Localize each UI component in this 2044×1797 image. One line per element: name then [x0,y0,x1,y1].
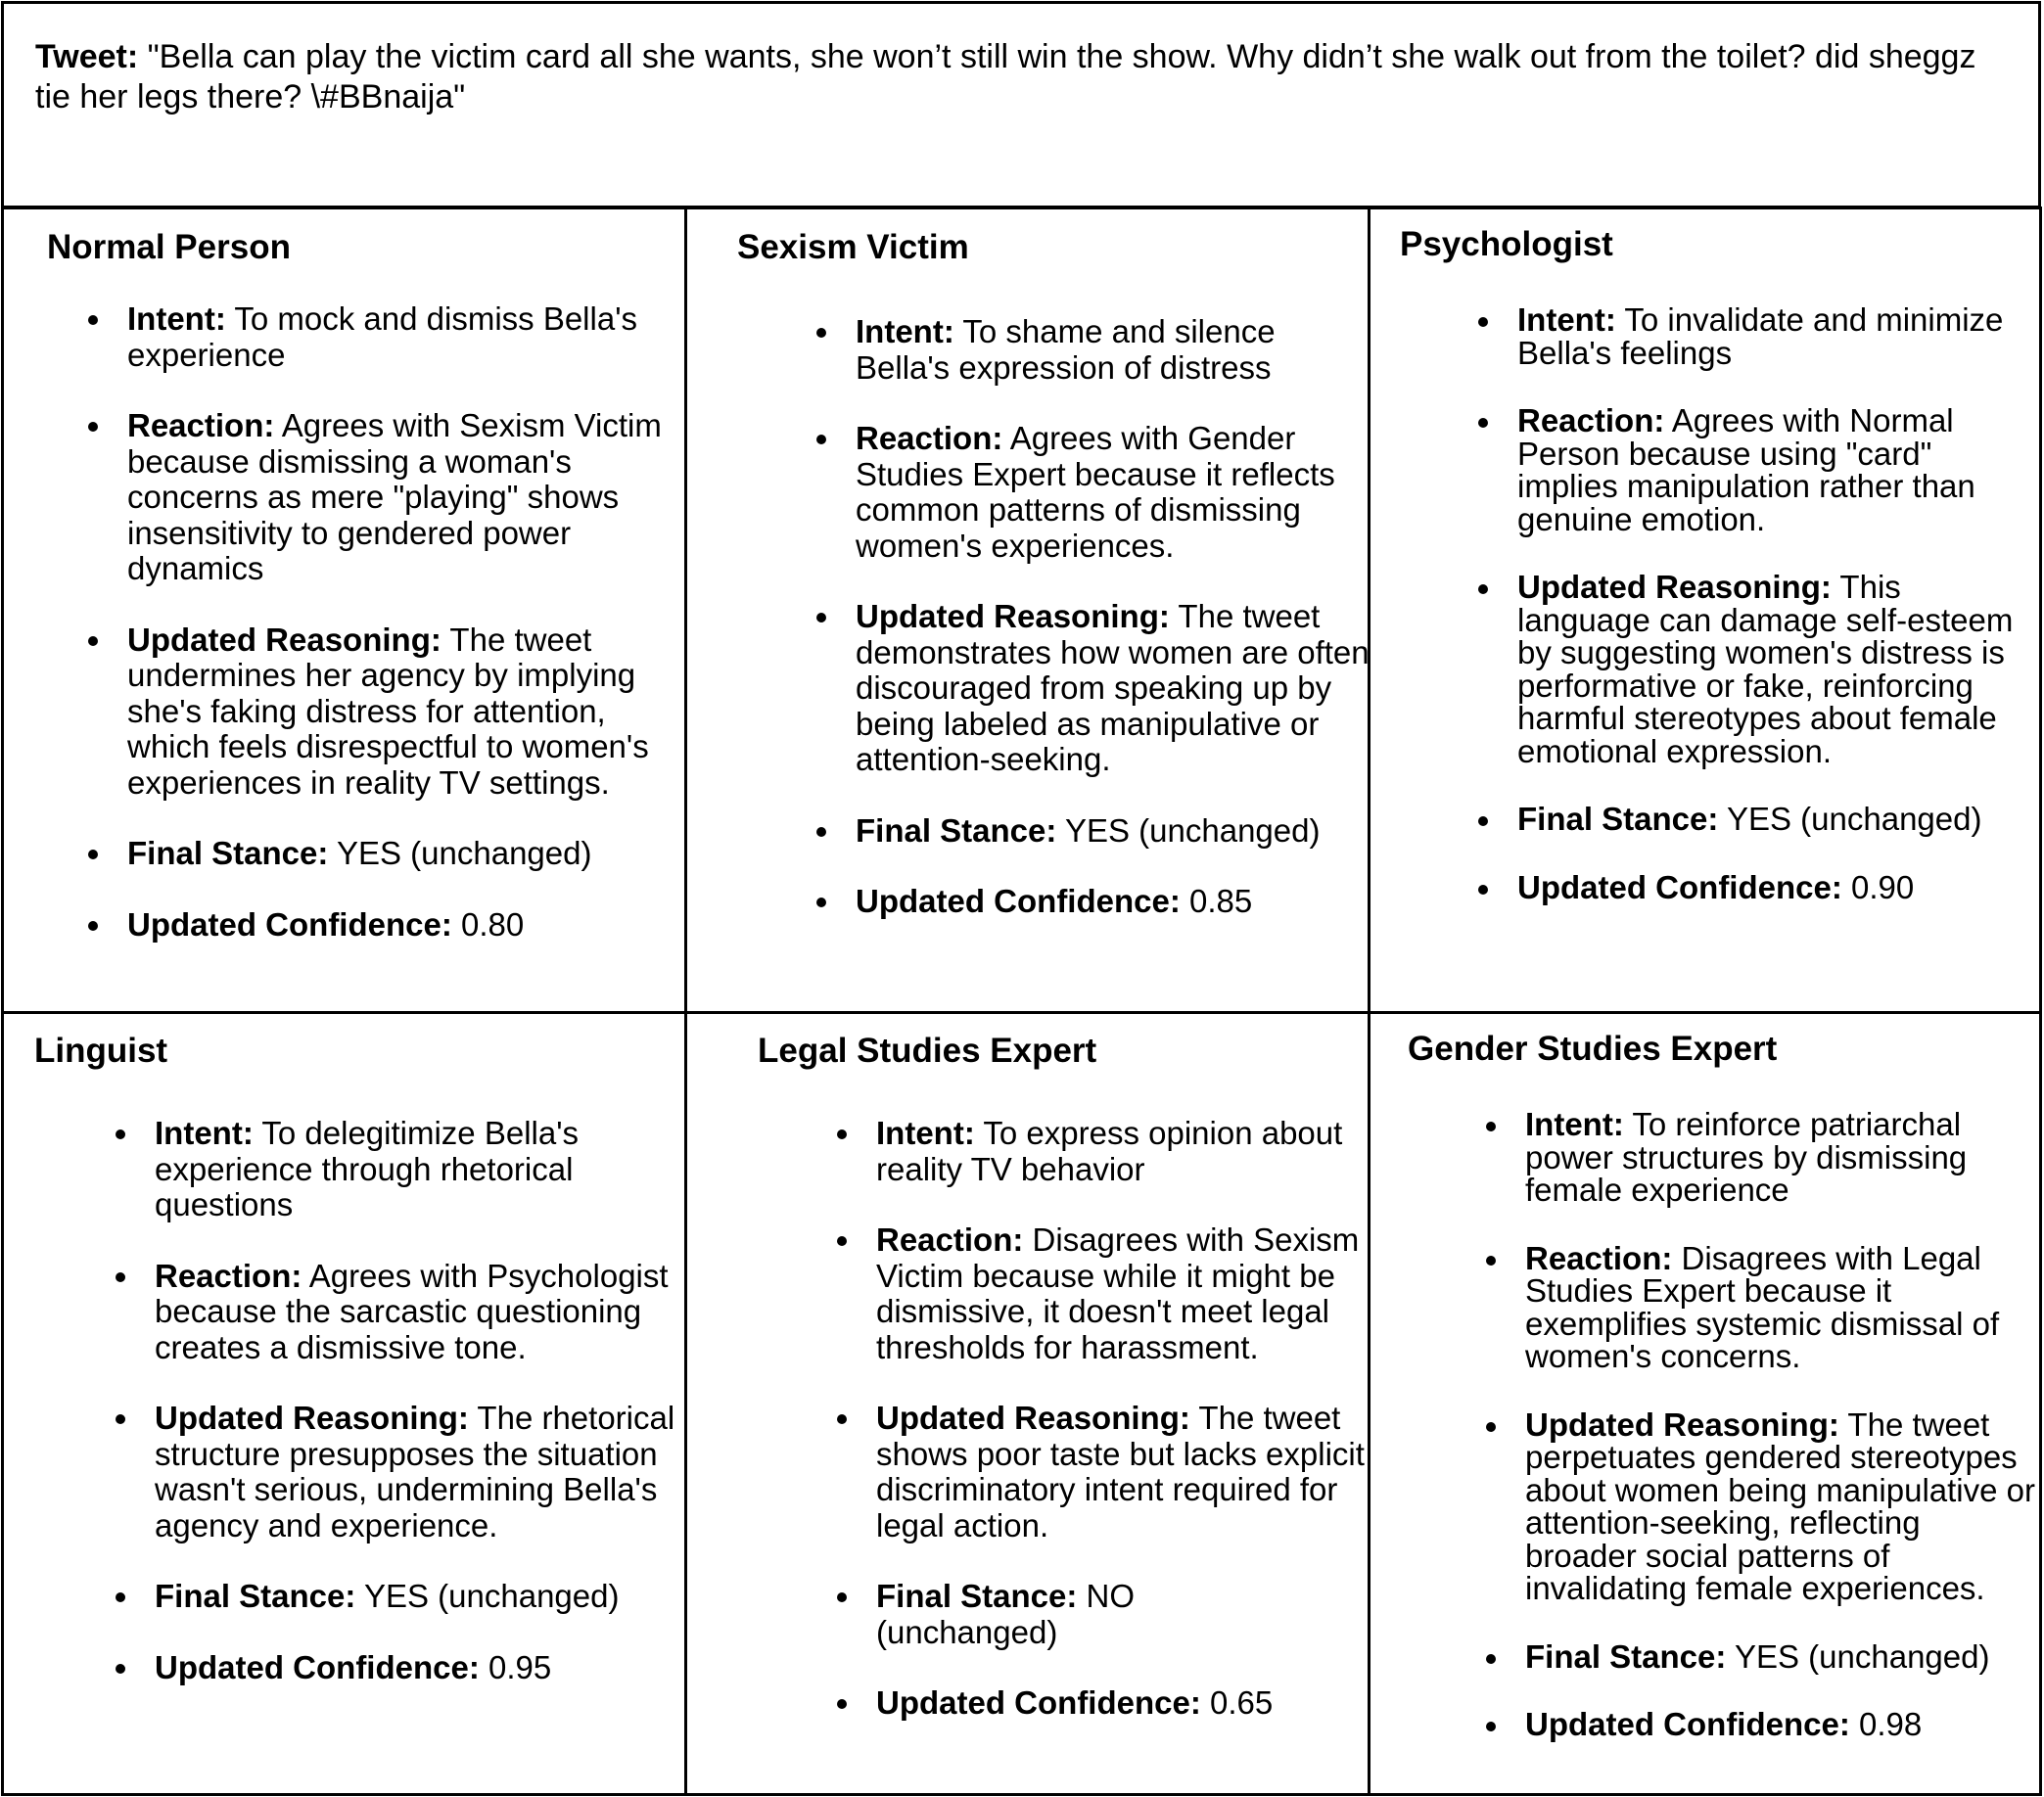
item-list [127,301,687,943]
item-text: To reinforce patriarchal power structures by dismissing female experience [1525,1106,1968,1208]
item-text: Disagrees with Sexism Victim because while it might be dismissive, it doesn't meet legal thresholds for harassment. [876,1221,1360,1365]
cell-title: Sexism Victim [737,228,969,266]
cell-title: Linguist [34,1032,168,1070]
item-label: Updated Confidence: [1525,1706,1850,1742]
item-text: This language can damage self-esteem by suggesting women's distress is performative or fake, reinforcing harmful stereotypes about female emotional expression. [1517,569,2014,769]
item-text: NO (unchanged) [876,1578,1136,1650]
list-item-updated-confidence [155,1650,687,1686]
item-text: 0.85 [1180,883,1253,919]
list-item-reaction [856,421,1370,564]
list-item-intent [856,314,1370,386]
cell-title: Psychologist [1400,225,1613,263]
list-item-updated-reasoning [1517,571,2036,767]
item-text: To delegitimize Bella's experience through rhetorical questions [155,1115,580,1222]
list-item-intent [155,1116,687,1223]
item-text: To invalidate and minimize Bella's feelings [1517,301,2004,371]
item-label: Intent: [856,313,954,349]
item-text: Agrees with Psychologist because the sarcastic questioning creates a dismissive tone. [155,1257,669,1365]
item-label: Final Stance: [127,835,329,871]
item-text: 0.80 [451,905,525,943]
list-item-updated-reasoning [856,599,1370,778]
cell-sexism-victim [684,207,1370,1014]
cell-title: Gender Studies Expert [1408,1030,1778,1068]
item-label: Updated Confidence: [876,1684,1201,1721]
list-item-updated-reasoning [876,1401,1370,1544]
item-label: Updated Reasoning: [1517,569,1832,605]
cell-legal-studies-expert [684,1011,1370,1796]
list-item-intent [876,1116,1370,1187]
item-text: The rhetorical structure presupposes the situation wasn't serious, undermining Bella's agency and experience. [155,1400,675,1544]
item-text: Agrees with Normal Person because using "card" implies manipulation rather than genuine emotion. [1517,402,1975,537]
item-label: Updated Confidence: [155,1648,480,1685]
item-text: YES (unchanged) [1056,811,1321,849]
list-item-intent [127,301,687,373]
item-label: Updated Confidence: [127,905,452,943]
list-item-updated-confidence [856,884,1370,920]
list-item-reaction [155,1259,687,1366]
item-label: Reaction: [127,407,275,443]
item-list [1517,303,2036,903]
item-text: YES (unchanged) [355,1578,620,1614]
list-item-updated-confidence [127,907,687,944]
item-text: To shame and silence Bella's expression of distress [856,313,1276,386]
list-item-updated-confidence [1525,1708,2038,1741]
list-item-reaction [876,1222,1370,1365]
item-label: Updated Reasoning: [155,1400,469,1436]
item-label: Updated Reasoning: [1525,1405,1839,1443]
list-item-updated-reasoning [155,1401,687,1544]
item-text: To mock and dismiss Bella's experience [127,300,637,373]
list-item-final-stance [1517,803,2036,836]
list-item-intent [1517,303,2036,369]
item-text: Agrees with Sexism Victim because dismissing a woman's concerns as mere "playing" shows insensitivity to gendered power dynamics [127,407,662,586]
list-item-reaction [1525,1239,2038,1374]
item-label: Updated Reasoning: [127,621,441,658]
item-label: Final Stance: [1517,801,1719,837]
item-label: Final Stance: [876,1578,1078,1614]
list-item-final-stance [127,836,687,872]
item-label: Reaction: [876,1221,1024,1258]
item-label: Final Stance: [856,811,1057,849]
cell-psychologist [1368,207,2042,1014]
item-text: The tweet demonstrates how women are often discouraged from speaking up by being labeled as manipulative or attention-seeking. [856,598,1370,777]
item-label: Updated Reasoning: [856,598,1170,634]
item-label: Reaction: [856,420,1003,456]
item-list [876,1116,1370,1722]
item-text: YES (unchanged) [1718,801,1982,837]
item-label: Reaction: [1525,1239,1673,1276]
list-item-updated-reasoning [1525,1405,2038,1606]
item-label: Updated Confidence: [856,883,1181,919]
list-item-final-stance [856,813,1370,850]
list-item-final-stance [155,1579,687,1615]
list-item-final-stance [876,1579,1199,1650]
item-text: 0.90 [1841,868,1915,905]
item-text: 0.65 [1200,1684,1274,1721]
cell-title: Normal Person [47,228,291,266]
item-label: Intent: [1525,1106,1624,1142]
item-list [1525,1108,2038,1741]
item-text: 0.95 [479,1648,552,1685]
item-text: The tweet perpetuates gendered stereotypes about women being manipulative or attention-seeking, reflecting broader social patterns of invalidating female experiences. [1525,1405,2035,1606]
cell-normal-person [1,207,687,1014]
item-label: Intent: [155,1115,254,1151]
item-label: Updated Confidence: [1517,868,1842,905]
item-text: To express opinion about reality TV behavior [876,1115,1343,1187]
item-label: Intent: [876,1115,975,1151]
item-text: YES (unchanged) [1726,1637,1990,1675]
item-text: Disagrees with Legal Studies Expert because it exemplifies systemic dismissal of women's concerns. [1525,1239,2000,1374]
item-text: The tweet shows poor taste but lacks explicit discriminatory intent required for legal action. [876,1400,1365,1544]
list-item-final-stance [1525,1637,2038,1675]
tweet-label: Tweet: [35,38,139,75]
tweet-box [1,1,2041,208]
item-label: Intent: [1517,301,1616,338]
item-label: Final Stance: [155,1578,356,1614]
cell-title: Legal Studies Expert [758,1032,1097,1070]
item-label: Final Stance: [1525,1637,1727,1675]
item-text: Agrees with Gender Studies Expert because it reflects common patterns of dismissing women's experiences. [856,420,1335,564]
item-label: Updated Reasoning: [876,1400,1190,1436]
list-item-intent [1525,1108,2038,1207]
item-list [856,314,1370,920]
item-text: 0.98 [1849,1706,1923,1742]
list-item-reaction [127,408,687,587]
item-label: Intent: [127,300,226,337]
cell-linguist [1,1011,687,1796]
list-item-updated-confidence [876,1685,1370,1722]
cell-gender-studies-expert [1368,1011,2042,1796]
list-item-updated-confidence [1517,868,2036,905]
item-text: YES (unchanged) [328,835,592,871]
list-item-updated-reasoning [127,622,687,802]
tweet-text: "Bella can play the victim card all she wants, she won’t still win the show. Why didn’t she walk out from the toilet? did sheggz tie her legs there? \#BBnaija" [35,38,1976,115]
item-list [155,1116,687,1685]
item-label: Reaction: [155,1257,302,1294]
item-label: Reaction: [1517,402,1665,438]
list-item-reaction [1517,404,2036,535]
item-text: The tweet undermines her agency by implying she's faking distress for attention, which feels disrespectful to women's experiences in reality TV settings. [127,621,649,801]
